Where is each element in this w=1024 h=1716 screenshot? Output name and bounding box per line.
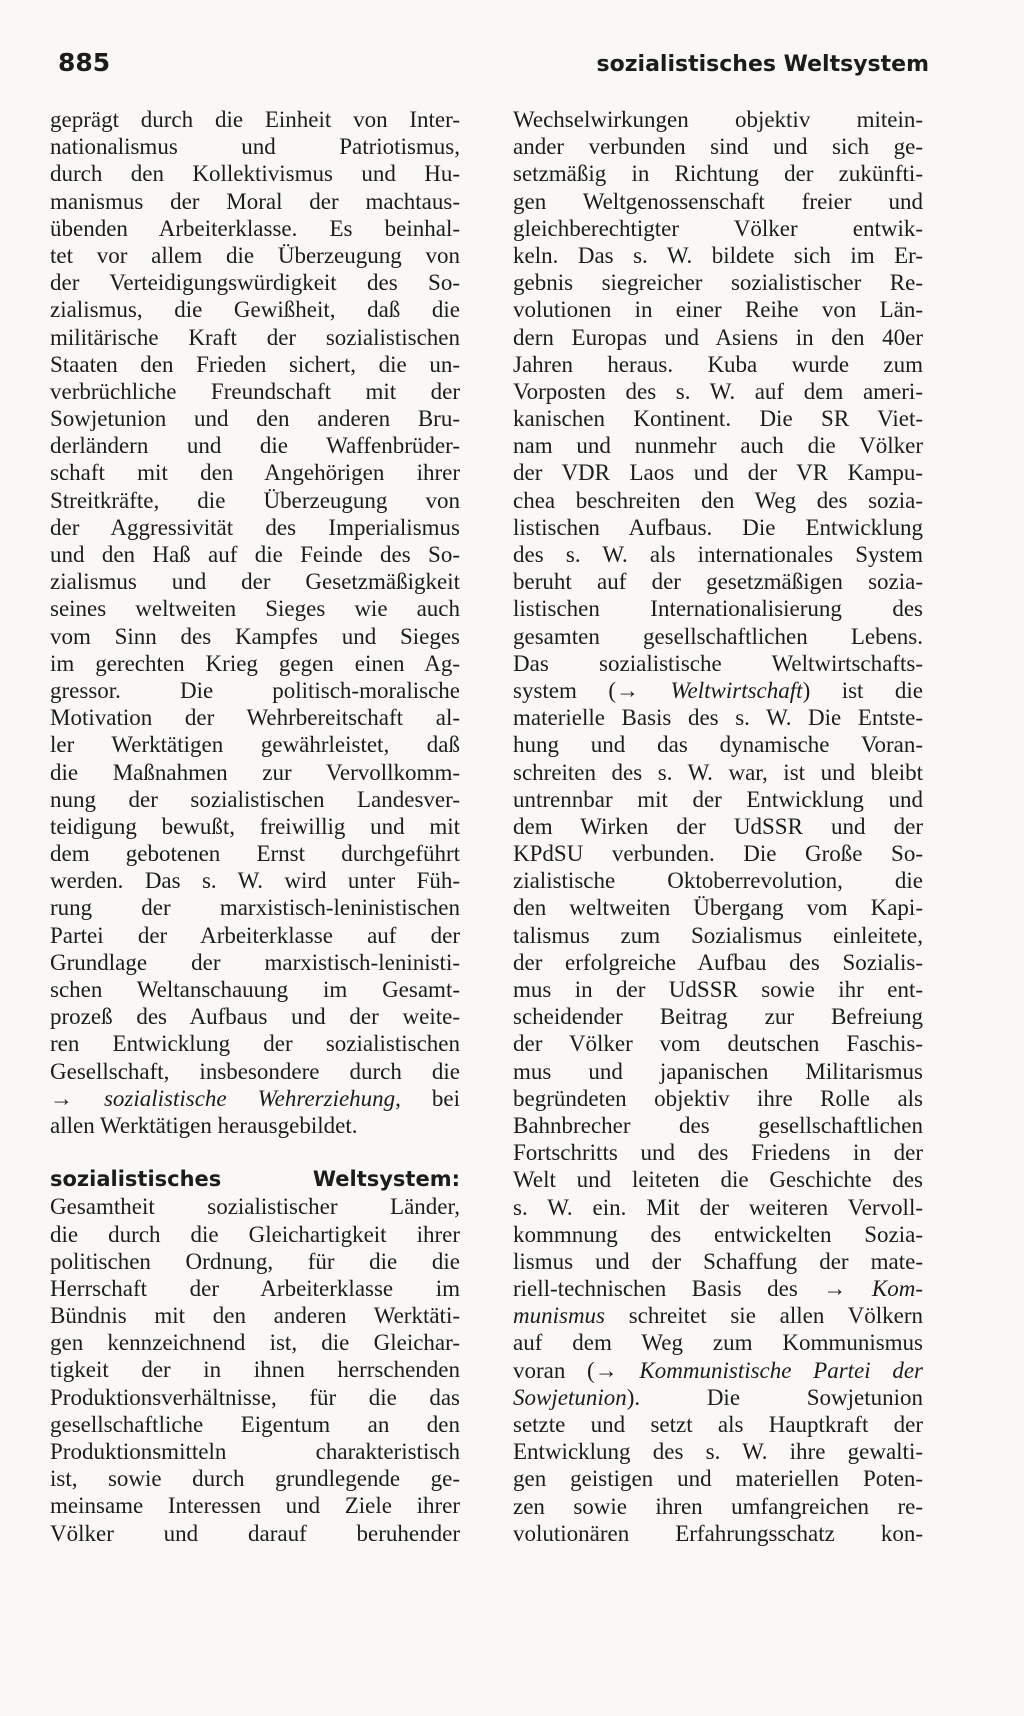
text-line: Vorposten des s. W. auf dem ameri-	[513, 378, 923, 404]
right-text-block	[513, 106, 923, 677]
text-line: listischen Internationalisierung des	[513, 596, 923, 622]
text-line: die durch die Gleichartigkeit ihrer	[50, 1221, 460, 1247]
text-line: tigkeit der in ihnen herrschenden	[50, 1357, 460, 1383]
arrow-icon: →	[594, 1357, 618, 1383]
text-line-with-cross-reference	[50, 1085, 460, 1112]
text-line: manismus der Moral der machtaus-	[50, 188, 460, 214]
text-line: Grundlage der marxistisch-leninisti-	[50, 949, 460, 975]
text-line: zialistische Oktoberrevolution, die	[513, 868, 923, 894]
text-line: geprägt durch die Einheit von Inter-	[50, 107, 460, 132]
text-line: Bahnbrecher des gesellschaftlichen	[513, 1112, 923, 1138]
text-line: auf dem Weg zum Kommunismus	[513, 1330, 923, 1356]
text-line: volutionären Erfahrungsschatz kon-	[513, 1520, 923, 1546]
text-line: Entwicklung des s. W. ihre gewalti-	[513, 1439, 923, 1465]
text-line: dern Europas und Asiens in den 40er	[513, 324, 923, 350]
text-fragment: voran (	[513, 1357, 595, 1383]
cross-reference-link[interactable]: Kom-	[871, 1276, 923, 1302]
text-line: beruht auf der gesetzmäßigen sozia-	[513, 569, 923, 595]
text-line: nationalismus und Patriotismus,	[50, 134, 460, 160]
text-line: ander verbunden sind und sich ge-	[513, 134, 923, 160]
text-line: allen Werktätigen herausgebildet.	[50, 1112, 358, 1138]
text-line: verbrüchliche Freundschaft mit der	[50, 378, 460, 404]
cross-reference-link[interactable]: sozialistische Wehrerziehung,	[103, 1085, 401, 1111]
text-line: zialismus, die Gewißheit, daß die	[50, 297, 460, 323]
text-line: der Verteidigungswürdigkeit des So-	[50, 270, 460, 296]
text-line: militärische Kraft der sozialistischen	[50, 324, 460, 350]
text-line: ren Entwicklung der sozialistischen	[50, 1031, 460, 1057]
text-line: Fortschritts und des Friedens in der	[513, 1140, 923, 1166]
text-line: werden. Das s. W. wird unter Füh-	[50, 868, 460, 894]
text-line: s. W. ein. Mit der weiteren Vervoll-	[513, 1194, 923, 1220]
arrow-icon: →	[616, 677, 640, 703]
text-line: KPdSU verbunden. Die Große So-	[513, 841, 923, 867]
text-line: begründeten objektiv ihre Rolle als	[513, 1085, 923, 1111]
cross-reference-link[interactable]: Weltwirtschaft	[670, 677, 803, 703]
text-line: die Maßnahmen zur Vervollkomm-	[50, 759, 460, 785]
text-line: meinsame Interessen und Ziele ihrer	[50, 1493, 460, 1519]
text-line: seines weltweiten Sieges wie auch	[50, 596, 460, 622]
left-column	[50, 106, 460, 1547]
paragraph-gap	[50, 1139, 460, 1166]
text-line: chea beschreiten den Weg des sozia-	[513, 487, 923, 513]
text-fragment: schreitet sie allen Völkern	[605, 1303, 923, 1329]
text-line: Streitkräfte, die Überzeugung von	[50, 487, 460, 513]
text-line-with-cross-reference	[513, 1357, 923, 1384]
text-line: derländern und die Waffenbrüder-	[50, 433, 460, 459]
text-line: Wechselwirkungen objektiv mitein-	[513, 107, 923, 132]
text-line: untrennbar mit der Entwicklung und	[513, 786, 923, 812]
cross-reference-link[interactable]: Kommunistische Partei der	[639, 1357, 923, 1383]
text-line: Das sozialistische Weltwirtschafts-	[513, 650, 923, 676]
text-line: Gesamtheit sozialistischer Länder,	[50, 1194, 460, 1220]
text-line: durch den Kollektivismus und Hu-	[50, 161, 460, 187]
entry-headword-part: Weltsystem:	[312, 1167, 460, 1192]
text-line: ist, sowie durch grundlegende ge-	[50, 1466, 460, 1492]
text-line: schaft mit den Angehörigen ihrer	[50, 460, 460, 486]
text-line: der Völker vom deutschen Faschis-	[513, 1031, 923, 1057]
right-text-block	[513, 704, 923, 1275]
text-line: listischen Aufbaus. Die Entwicklung	[513, 514, 923, 540]
text-line: dem Wirken der UdSSR und der	[513, 813, 923, 839]
right-text-block	[513, 1411, 923, 1547]
text-line: materielle Basis des s. W. Die Entste-	[513, 705, 923, 731]
text-line: setzte und setzt als Hauptkraft der	[513, 1412, 923, 1437]
text-line: Bündnis mit den anderen Werktäti-	[50, 1303, 460, 1329]
text-line: Völker und darauf beruhender	[50, 1520, 460, 1546]
text-line: ler Werktätigen gewährleistet, daß	[50, 732, 460, 758]
text-line: Produktionsverhältnisse, für die das	[50, 1384, 460, 1410]
text-line: Jahren heraus. Kuba wurde zum	[513, 351, 923, 377]
text-line: der erfolgreiche Aufbau des Sozialis-	[513, 949, 923, 975]
text-line-with-cross-reference	[513, 1384, 923, 1411]
text-line: Produktionsmitteln charakteristisch	[50, 1439, 460, 1464]
text-line: zialismus und der Gesetzmäßigkeit	[50, 569, 460, 595]
text-line: schreiten des s. W. war, ist und bleibt	[513, 759, 923, 785]
text-line: lismus und der Schaffung der mate-	[513, 1248, 923, 1274]
text-line: der VDR Laos und der VR Kampu-	[513, 460, 923, 486]
text-line: nam und nunmehr auch die Völker	[513, 433, 923, 459]
text-line: mus in der UdSSR sowie ihr ent-	[513, 977, 923, 1002]
running-head: sozialistisches Weltsystem	[596, 52, 929, 77]
text-line: gesellschaftliche Eigentum an den	[50, 1411, 460, 1437]
cross-reference-link[interactable]: Sowjetunion	[513, 1384, 627, 1410]
text-line-with-cross-reference	[513, 1275, 923, 1302]
text-line: setzmäßig in Richtung der zukünfti-	[513, 161, 923, 187]
text-line: Welt und leiteten die Geschichte des	[513, 1167, 923, 1193]
text-line: scheidender Beitrag zur Befreiung	[513, 1004, 923, 1030]
arrow-icon: →	[50, 1085, 73, 1111]
text-line: gen geistigen und materiellen Poten-	[513, 1466, 923, 1492]
text-line: gebnis siegreicher sozialistischer Re-	[513, 270, 923, 296]
entry-headword-part: sozialistisches	[50, 1167, 222, 1192]
text-line: mus und japanischen Militarismus	[513, 1058, 923, 1084]
text-line: zen sowie ihren umfangreichen re-	[513, 1493, 923, 1519]
text-line: tet vor allem die Überzeugung von	[50, 242, 460, 268]
text-line-with-cross-reference	[513, 677, 923, 704]
text-line: teidigung bewußt, freiwillig und mit	[50, 813, 460, 839]
text-line: gleichberechtigter Völker entwik-	[513, 215, 923, 241]
text-fragment: ). Die Sowjetunion	[626, 1384, 923, 1410]
text-line: Partei der Arbeiterklasse auf der	[50, 922, 460, 948]
text-line: politischen Ordnung, für die die	[50, 1248, 460, 1274]
text-line: kommnung des entwickelten Sozia-	[513, 1221, 923, 1247]
text-line: gen kennzeichnend ist, die Gleichar-	[50, 1330, 460, 1356]
text-line: prozeß des Aufbaus und der weite-	[50, 1004, 460, 1030]
text-line: Sowjetunion und den anderen Bru-	[50, 406, 460, 432]
text-line: den weltweiten Übergang vom Kapi-	[513, 895, 923, 921]
text-fragment: system (	[513, 677, 617, 703]
entry-headword	[50, 1166, 460, 1193]
text-line: und den Haß auf die Feinde des So-	[50, 542, 460, 567]
text-fragment: ) ist die	[802, 677, 923, 703]
text-fragment: riell-technischen Basis des	[513, 1276, 824, 1302]
right-column	[513, 106, 923, 1547]
text-line: Herrschaft der Arbeiterklasse im	[50, 1275, 460, 1301]
page-number: 885	[58, 48, 111, 77]
text-line: dem gebotenen Ernst durchgeführt	[50, 841, 460, 867]
text-line: vom Sinn des Kampfes und Sieges	[50, 623, 460, 649]
text-line: gesamten gesellschaftlichen Lebens.	[513, 623, 923, 649]
text-line: im gerechten Krieg gegen einen Ag-	[50, 650, 460, 676]
text-line-with-cross-reference	[513, 1302, 923, 1329]
left-paragraph-continuation	[50, 106, 460, 1085]
arrow-icon: →	[823, 1276, 847, 1302]
text-line: volutionen in einer Reihe von Län-	[513, 297, 923, 323]
entry-definition	[50, 1193, 460, 1546]
text-line: gressor. Die politisch-moralische	[50, 677, 460, 703]
text-line: hung und das dynamische Voran-	[513, 732, 923, 758]
text-fragment: bei	[400, 1085, 460, 1111]
text-line: kanischen Kontinent. Die SR Viet-	[513, 406, 923, 432]
text-line: Motivation der Wehrbereitschaft al-	[50, 705, 460, 731]
text-line: talismus zum Sozialismus einleitete,	[513, 922, 923, 948]
text-line: keln. Das s. W. bildete sich im Er-	[513, 242, 923, 268]
text-line: gen Weltgenossenschaft freier und	[513, 188, 923, 214]
text-line: Gesellschaft, insbesondere durch die	[50, 1058, 460, 1084]
cross-reference-link[interactable]: munismus	[513, 1303, 606, 1329]
text-line: übenden Arbeiterklasse. Es beinhal-	[50, 215, 460, 241]
text-line: nung der sozialistischen Landesver-	[50, 786, 460, 812]
text-line: der Aggressivität des Imperialismus	[50, 514, 460, 540]
text-line: schen Weltanschauung im Gesamt-	[50, 977, 460, 1002]
text-line: Staaten den Frieden sichert, die un-	[50, 351, 460, 377]
text-line: des s. W. als internationales System	[513, 542, 923, 567]
text-line: rung der marxistisch-leninistischen	[50, 895, 460, 921]
